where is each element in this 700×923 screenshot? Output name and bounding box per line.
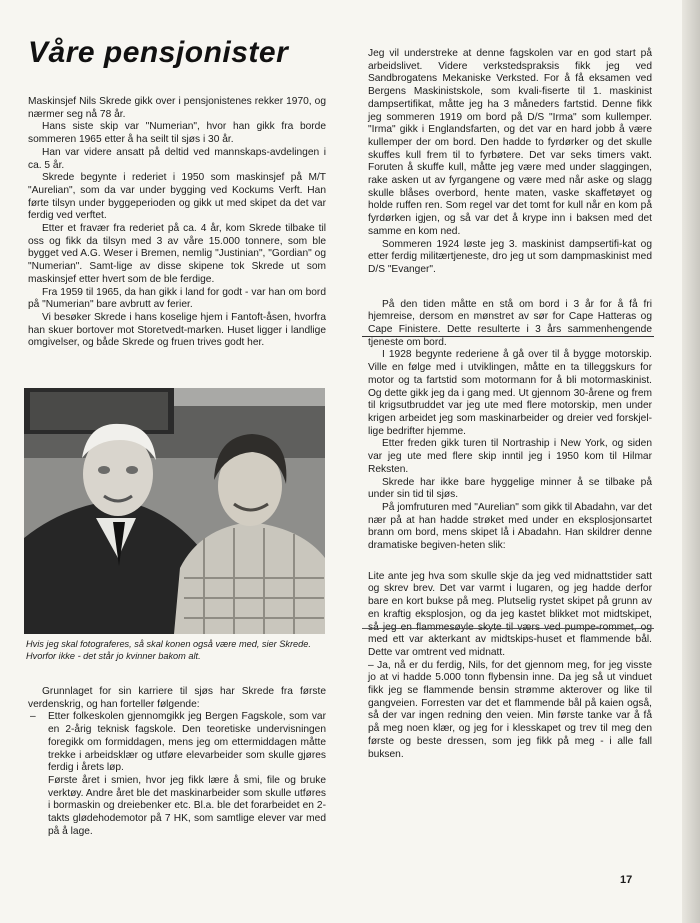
couple-photo-illustration — [24, 388, 325, 634]
right-paragraph: Skrede har ikke bare hyggelige minner å se tilbake på under sin tid til sjøs. — [368, 476, 652, 501]
intro-paragraph: Etter et fravær fra rederiet på ca. 4 år, kom Skrede tilbake til oss og fikk da tilsyn med 3 av våre 15.000 tonnere, som ble bygget ved A.G. Weser i Bremen, nemlig "Justinian", "Gordian" og "Numerian". Samt-lige av disse skipene tok Skrede ut som maskinsjef etter hvert som de ble ferdige. — [28, 223, 326, 285]
page-number: 17 — [620, 874, 633, 886]
intro-column — [28, 96, 326, 350]
right-paragraph: Jeg vil understreke at denne fagskolen var en god start på arbeidslivet. Videre verkstedspraksis fikk jeg ved Sandbrogatens Mekaniske Verksted. For å få eksamen ved Bergens Maskinistskole, som kvali-fiserte til 1. maskinist dampsertifikat, måtte jeg ha 3 måneders fartstid. Denne fikk jeg sommeren 1919 om bord på D/S "Irma" som kullemper. "Irma" gikk i Englandsfarten, og det var en hard jobb å være kullemper der om bord. Den hadde to fyrdørker og det skulle skuffes kull frem til to fyrbøtere. Det var seks timers vakt. Foruten å skuffe kull, måtte jeg være med under slaggingen, rake asken ut av fyrgangene og være med når aske og slagg skulle blåses overbord, hente maten, vaske skaffetøyet og holde ruffen ren. Som regel var det tomt for kull når en kom på fyrdørken igjen, og så var det å krype inn i baksen med det samme en kom ned. — [368, 48, 652, 237]
quote-paragraph: Lite ante jeg hva som skulle skje da jeg ved midnattstider satt og skrev brev. Det var varmt i lugaren, og jeg hadde derfor bare en kort bukse på meg. Plutselig rystet skipet på grunn av en kraftig eksplosjon, og da jeg kastet blikket mot midtskipet, så jeg en flammesøyle skyte til værs ved pumpe-rommet, og med ett var akterkant av midtskips-huset et flammende bål. Dette var omtrent ved midnatt. — [368, 570, 652, 658]
intro-paragraph: Fra 1959 til 1965, da han gikk i land for godt - var han om bord på "Numerian" bare avbrutt av ferier. — [28, 286, 326, 311]
article-title: Våre pensjonister — [28, 36, 289, 69]
right-paragraph: Etter freden gikk turen til Nortraship i New York, og siden var jeg ute med flere skip inntil jeg i 1950 kom til Hilmar Reksten. — [368, 438, 652, 475]
right-paragraph: I 1928 begynte rederiene å gå over til å bygge motorskip. Ville en følge med i utviklingen, måtte en ta tilleggskurs for motor og ta fartstid som motormann for å bli motormaskinist. Og dette gikk jeg da i gang med. Ut gjennom 30-årene og frem til krigsutbruddet var jeg ute med flere motorskip, men under krigen arbeidet jeg som maskinarbeider og dreier ved forskjel-lige bedrifter hjemme. — [368, 349, 652, 437]
intro-paragraph: Hans siste skip var "Numerian", hvor han gikk fra borde sommeren 1965 etter å ha seilt til sjøs i 30 år. — [28, 121, 326, 146]
story-list-item: – Etter folkeskolen gjennomgikk jeg Bergen Fagskole, som var en 2-årig teknisk fagskole. Den teoretiske undervisningen foregikk om formiddagen, mens jeg om ettermiddagen måtte trekke i arbeidsklær og utføre elevarbeider som skulle gjøres ferdig i årets løp. — [28, 711, 326, 775]
intro-paragraph: Skrede begynte i rederiet i 1950 som maskinsjef på M/T "Aurelian", som da var under bygging ved Kockums Verft. Han førte tilsyn under byggeperioden og gikk ut med skipet da det var ferdig ved verftet. — [28, 172, 326, 222]
quote-divider — [362, 628, 654, 629]
right-paragraph: Sommeren 1924 løste jeg 3. maskinist dampsertifi-kat og etter ferdig militærtjeneste, dro jeg ut som dampmaskinist med D/S "Evanger". — [368, 238, 652, 275]
right-column — [368, 48, 652, 761]
right-paragraph: På den tiden måtte en stå om bord i 3 år for å få fri hjemreise, dersom en mønstret av sør for Cape Hatteras og Cape Finistere. Dette resulterte i 3 års sammenhengende tjeneste om bord. — [368, 298, 652, 348]
right-paragraph: På jomfruturen med "Aurelian" som gikk til Abadahn, var det nær på at han hadde strøket med under en eksplosjonsartet brann om bord, mens skipet lå i Abadahn. Han skildrer denne dramatiske begiven-heten slik: — [368, 501, 652, 552]
page-binding-shadow — [682, 0, 700, 923]
story-intro: Grunnlaget for sin karriere til sjøs har Skrede fra første verdenskrig, og han forteller følgende: — [28, 686, 326, 710]
photo-caption: Hvis jeg skal fotograferes, så skal konen også være med, sier Skrede. Hvorfor ikke - det står jo kvinner bakom alt. — [26, 639, 311, 661]
intro-paragraph: Vi besøker Skrede i hans koselige hjem i Fantoft-åsen, hvorfra han skuer bortover mot Storetvedt-marken. Huset ligger i landlige omgivelser, og både Skrede og fruen trives godt her. — [28, 311, 326, 349]
section-divider — [362, 336, 654, 337]
couple-photo — [24, 388, 325, 634]
quote-paragraph: – Ja, nå er du ferdig, Nils, for det gjennom meg, for jeg visste jo at vi hadde 5.000 tonn flybensin inne. Da jeg så ut vinduet fikk jeg se flammende bensin strømme akterover og like til gangveien. Forresten var det et flammende bål på kaien også, så der var ingen redning den veien. Min første tanke var å få på meg noen klær, og jeg for i klesskapet og trev til meg den første og beste dressen, som jeg fikk på meg - i alle fall buksen. — [368, 659, 652, 760]
story-list-item-continuation: Første året i smien, hvor jeg fikk lære å smi, file og bruke verktøy. Andre året ble det maskinarbeider som skulle utføres i bormaskin og dreiebenker etc. Bl.a. ble det forarbeidet en 2-takts glødehodemotor på 7 HK, som samtlige elever var med på å lage. — [48, 774, 326, 837]
intro-paragraph: Han var videre ansatt på deltid ved mannskaps-avdelingen i ca. 5 år. — [28, 146, 326, 171]
intro-paragraph: Maskinsjef Nils Skrede gikk over i pensjonistenes rekker 1970, og nærmer seg nå 78 år. — [28, 96, 326, 120]
story-column — [28, 686, 326, 838]
